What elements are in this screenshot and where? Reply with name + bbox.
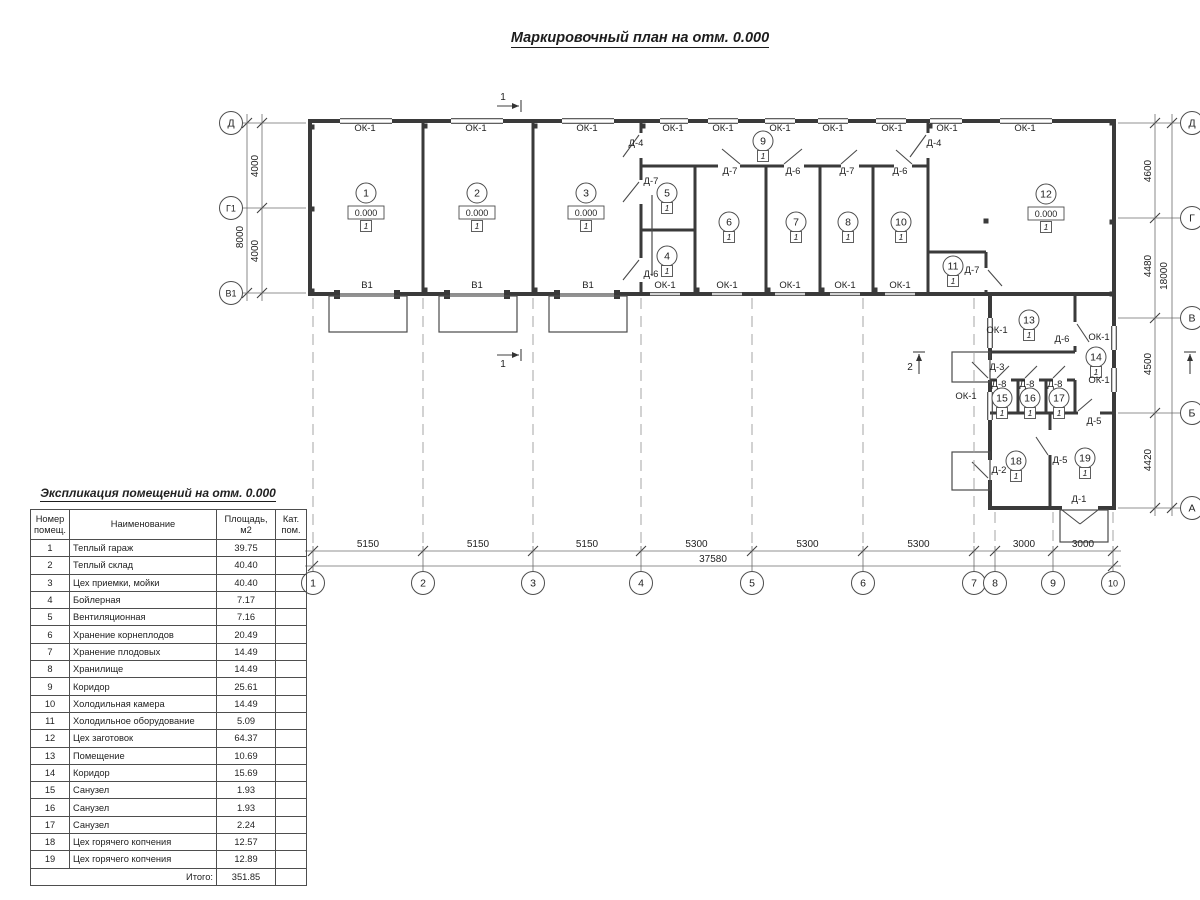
door-tag: Д-7 [964,265,980,276]
room-number: 8 [845,216,851,229]
window-tag: ОК-1 [779,280,801,291]
col-header-area: Площадь, м2 [217,510,276,540]
table-cell: 40.40 [217,557,276,574]
explication-table [30,509,307,886]
table-cell [276,799,307,816]
table-cell: Цех заготовок [70,730,217,747]
door-tag: Д-8 [1047,379,1063,390]
table-cell: Коридор [70,678,217,695]
dim-label: 18000 [1159,262,1170,290]
window-tag: ОК-1 [889,280,911,291]
floor-type-mark: 1 [474,221,480,231]
floor-type-mark: 1 [1093,367,1099,377]
table-cell [276,574,307,591]
floor-type-mark: 1 [1013,471,1019,481]
table-row [31,609,307,626]
table-cell: 17 [31,816,70,833]
table-cell: 12.89 [217,851,276,868]
window-tag: ОК-1 [465,123,487,134]
table-cell: Цех горячего копчения [70,834,217,851]
window-tag: ОК-1 [936,123,958,134]
room-number: 14 [1090,351,1102,364]
axis-bubble-label: 7 [971,577,977,590]
room-number: 1 [363,187,369,200]
table-cell: Цех горячего копчения [70,851,217,868]
dim-label: 5300 [796,539,819,550]
axis-bubble-label: Д [1188,117,1196,130]
table-cell: 14.49 [217,695,276,712]
table-cell [276,661,307,678]
table-cell: 15 [31,782,70,799]
gate-tag: В1 [471,280,483,291]
window-tag: ОК-1 [881,123,903,134]
table-cell [276,851,307,868]
table-cell [276,747,307,764]
room-number: 13 [1023,314,1035,327]
col-header-name: Наименование [70,510,217,540]
axis-bubble-label: 4 [638,577,644,590]
axis-bubble-label: 10 [1107,578,1119,589]
table-row [31,747,307,764]
pilaster-mark [1110,220,1115,225]
table-cell: Цех приемки, мойки [70,574,217,591]
dim-label: 4480 [1143,254,1154,278]
table-cell [276,678,307,695]
table-cell [276,626,307,643]
table-cell [276,712,307,729]
table-cell [276,591,307,608]
table-cell: Теплый гараж [70,540,217,557]
table-cell: 16 [31,799,70,816]
floor-type-mark: 1 [999,408,1005,418]
floor-type-mark: 1 [760,151,766,161]
window-tag: ОК-1 [354,123,376,134]
table-cell: 14.49 [217,643,276,660]
table-cell: 18 [31,834,70,851]
table-cell: 14.49 [217,661,276,678]
table-cell: 12.57 [217,834,276,851]
dim-label: 5150 [356,539,380,550]
axis-bubble-label: 8 [992,577,998,590]
window-tag: ОК-1 [769,123,791,134]
pilaster-mark [533,288,538,293]
table-row [31,557,307,574]
section-arrow [1187,354,1193,361]
pilaster-mark [310,207,315,212]
table-cell: 7.17 [217,591,276,608]
table-cell: 2 [31,557,70,574]
explication [30,486,301,886]
table-row [31,851,307,868]
door-tag: Д-7 [722,166,738,177]
table-header-row [31,510,307,540]
dim-label: 5150 [466,539,490,550]
table-cell: Хранение плодовых [70,643,217,660]
axis-bubble-label: Б [1188,407,1196,420]
table-cell [276,782,307,799]
pilaster-mark [641,124,646,129]
table-cell: 1 [31,540,70,557]
table-row [31,782,307,799]
door-tag: Д-6 [785,166,801,177]
table-cell [276,834,307,851]
floor-type-mark: 1 [1043,222,1049,232]
elevation-value: 0.000 [1034,209,1058,219]
axis-bubble-label: 9 [1050,577,1056,590]
table-row [31,695,307,712]
explication-title-text: Экспликация помещений на отм. 0.000 [40,486,276,500]
pilaster-mark [310,125,315,130]
table-cell: 5.09 [217,712,276,729]
table-cell [276,540,307,557]
room-number: 2 [474,187,480,200]
floor-type-mark: 1 [583,221,589,231]
window-tag: ОК-1 [654,280,676,291]
pilaster-mark [423,124,428,129]
table-cell: 1.93 [217,799,276,816]
table-row [31,574,307,591]
axis-bubble-label: 5 [749,577,755,590]
table-cell [276,609,307,626]
room-number: 9 [760,135,766,148]
explication-title [30,486,286,500]
door-tag: Д-6 [643,269,659,280]
table-row [31,799,307,816]
elevation-value: 0.000 [574,208,598,218]
table-row [31,626,307,643]
dim-label: 4500 [1143,352,1154,376]
axis-bubble-label: Г1 [226,203,236,214]
pilaster-mark [533,124,538,129]
pilaster-mark [423,288,428,293]
floor-type-mark: 1 [664,203,670,213]
table-cell: Санузел [70,782,217,799]
floor-type-mark: 1 [898,232,904,242]
table-cell: Помещение [70,747,217,764]
axis-bubble-label: В1 [225,288,237,299]
room-number: 19 [1079,452,1091,465]
table-cell: 25.61 [217,678,276,695]
door-tag: Д-1 [1071,494,1087,505]
table-cell [276,764,307,781]
table-cell: Хранение корнеплодов [70,626,217,643]
dim-label: 8000 [235,225,246,249]
axis-bubble-label: Д [227,117,235,130]
window-tag: ОК-1 [986,325,1008,336]
door-tag: Д-7 [839,166,855,177]
dim-label: 4000 [250,239,261,263]
table-cell: 64.37 [217,730,276,747]
section-arrow [512,103,519,109]
table-cell: 20.49 [217,626,276,643]
pilaster-mark [1110,121,1115,126]
table-cell: Коридор [70,764,217,781]
table-cell [276,695,307,712]
table-cell: Санузел [70,816,217,833]
room-number: 16 [1024,392,1036,405]
door-tag: Д-6 [892,166,908,177]
door-tag: Д-6 [1054,334,1070,345]
table-cell: 13 [31,747,70,764]
dim-label: 4000 [250,154,261,178]
pilaster-mark [766,288,771,293]
partitions [423,121,1114,508]
table-cell: Итого: [31,868,217,885]
room-number: 15 [996,392,1008,405]
dim-label: 3000 [1071,539,1095,550]
table-row [31,643,307,660]
door-tag: Д-2 [991,465,1007,476]
table-cell: 3 [31,574,70,591]
window-tag: ОК-1 [1088,332,1110,343]
dim-label: 5300 [907,539,930,550]
table-cell [276,643,307,660]
dim-label: 4420 [1143,448,1154,472]
door-tag: Д-7 [643,176,659,187]
axis-bubble-label: 3 [530,577,536,590]
room-number: 12 [1040,188,1052,201]
table-cell: 8 [31,661,70,678]
table-cell: Вентиляционная [70,609,217,626]
room-number: 3 [583,187,589,200]
gate-tag: В1 [361,280,373,291]
table-total-row [31,868,307,885]
table-cell: 39.75 [217,540,276,557]
room-number: 7 [793,216,799,229]
garage-ramps [329,296,627,332]
table-cell: 7.16 [217,609,276,626]
axis-bubble-label: Г [1189,212,1195,225]
window-tag: ОК-1 [834,280,856,291]
table-cell [276,816,307,833]
axis-bubble-label: А [1188,502,1196,515]
table-cell: 40.40 [217,574,276,591]
axis-bubble-label: 1 [310,577,316,590]
door-tag: Д-5 [1052,455,1068,466]
table-cell: Хранилище [70,661,217,678]
window-tag: ОК-1 [1088,375,1110,386]
table-cell: 4 [31,591,70,608]
table-cell: 19 [31,851,70,868]
pilaster-mark [928,124,933,129]
window-tag: ОК-1 [1014,123,1036,134]
table-row [31,540,307,557]
floor-type-mark: 1 [726,232,732,242]
table-cell [276,557,307,574]
table-cell: 351.85 [217,868,276,885]
pilaster-mark [1110,292,1115,297]
table-row [31,678,307,695]
axis-bubble-label: 2 [420,577,426,590]
window-tag: ОК-1 [712,123,734,134]
door-tag: Д-4 [926,138,942,149]
dim-label: 3000 [1012,539,1036,550]
floor-type-mark: 1 [1056,408,1062,418]
pilaster-mark [873,288,878,293]
room-number: 10 [895,216,907,229]
floor-type-mark: 1 [363,221,369,231]
pilaster-mark [820,288,825,293]
door-tag: Д-4 [628,138,644,149]
table-cell: 7 [31,643,70,660]
table-cell: 10.69 [217,747,276,764]
table-row [31,712,307,729]
pilaster-mark [984,219,989,224]
table-cell: Санузел [70,799,217,816]
room-number: 4 [664,250,670,263]
table-cell: Бойлерная [70,591,217,608]
section-arrow [916,354,922,361]
table-cell [276,868,307,885]
table-cell: 11 [31,712,70,729]
table-cell: 15.69 [217,764,276,781]
floor-type-mark: 1 [664,266,670,276]
table-cell: 6 [31,626,70,643]
table-row [31,816,307,833]
floor-type-mark: 1 [1082,468,1088,478]
section-label: 1 [500,359,506,370]
section-arrow [512,352,519,358]
table-cell: Холодильная камера [70,695,217,712]
table-cell: Теплый склад [70,557,217,574]
door-tag: Д-5 [1086,416,1102,427]
door-tag: Д-8 [991,379,1007,390]
room-number: 11 [947,260,959,273]
table-cell: 9 [31,678,70,695]
table-row [31,730,307,747]
window-tag: ОК-1 [716,280,738,291]
room-number: 18 [1010,455,1022,468]
room-number: 5 [664,187,670,200]
floor-type-mark: 1 [793,232,799,242]
door-tag: Д-3 [989,362,1005,373]
dim-label: 5300 [685,539,708,550]
door-tag: Д-8 [1019,379,1035,390]
table-cell: 12 [31,730,70,747]
section-label: 1 [500,92,506,103]
pilaster-mark [310,289,315,294]
dim-label: 5150 [575,539,599,550]
dim-total-label: 37580 [699,554,727,565]
floor-type-mark: 1 [1026,330,1032,340]
room-number: 17 [1053,392,1065,405]
col-header-num: Номер помещ. [31,510,70,540]
room-number: 6 [726,216,732,229]
window-tag: ОК-1 [662,123,684,134]
table-cell: Холодильное оборудование [70,712,217,729]
section-label: 2 [907,362,913,373]
elevation-value: 0.000 [354,208,378,218]
axis-bubble-label: 6 [860,577,866,590]
table-row [31,591,307,608]
table-cell: 2.24 [217,816,276,833]
table-cell: 1.93 [217,782,276,799]
floor-type-mark: 1 [950,276,956,286]
floor-type-mark: 1 [1027,408,1033,418]
plan-title-text: Маркировочный план на отм. 0.000 [510,30,770,46]
dim-label: 4600 [1143,159,1154,183]
window-tag: ОК-1 [955,391,977,402]
elevation-value: 0.000 [465,208,489,218]
table-cell: 14 [31,764,70,781]
gate-tag: В1 [582,280,594,291]
floor-type-mark: 1 [845,232,851,242]
table-row [31,834,307,851]
axis-bubble-label: В [1188,312,1196,325]
table-row [31,661,307,678]
pilaster-mark [695,288,700,293]
table-cell: 10 [31,695,70,712]
table-cell: 5 [31,609,70,626]
window-tag: ОК-1 [822,123,844,134]
window-tag: ОК-1 [576,123,598,134]
table-row [31,764,307,781]
col-header-cat: Кат. пом. [276,510,307,540]
table-cell [276,730,307,747]
